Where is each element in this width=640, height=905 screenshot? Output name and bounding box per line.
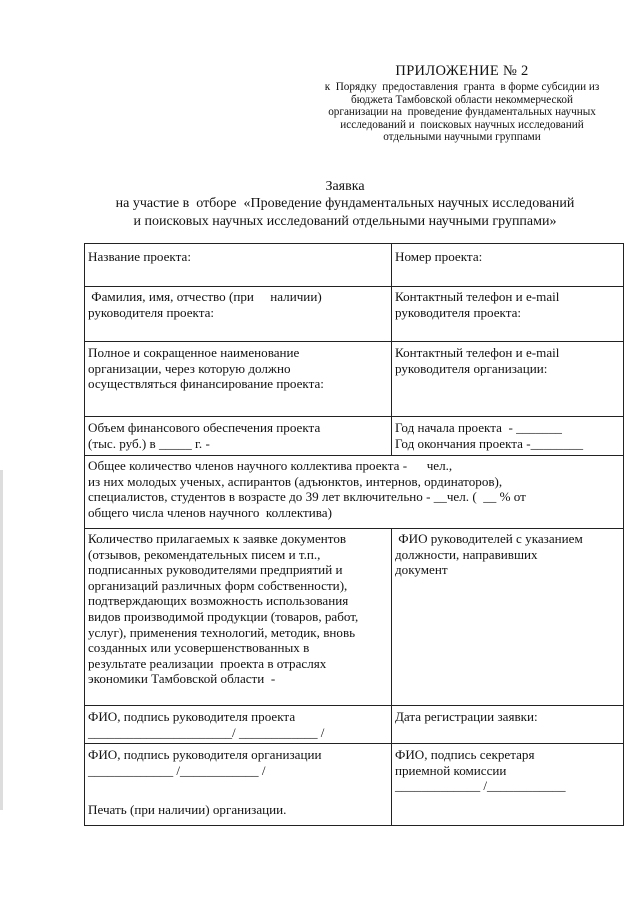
cell-line: руководителя проекта: (395, 304, 522, 320)
organization-signature-cell[interactable] (85, 744, 392, 826)
cell-line: Фамилия, имя, отчество (при наличии) (88, 289, 322, 304)
cell-line: Год начала проекта - _______ (395, 420, 562, 435)
stamp-note: Печать (при наличии) организации. (88, 802, 287, 818)
document-signers-cell[interactable] (392, 529, 624, 706)
cell-line: экономики Тамбовской области - (88, 671, 276, 687)
subtitle-line: на участие в отборе «Проведение фундаментальных научных исследований (115, 196, 575, 211)
cell-line: (тыс. руб.) в _____ г. - (88, 435, 210, 451)
cell-line: услуг), применения технологий, методик, вновь (88, 624, 356, 640)
secretary-signature-cell[interactable] (392, 744, 624, 826)
cell-line: организации, через которую должно (88, 360, 291, 376)
cell-line: документ (395, 562, 448, 578)
table-row (85, 529, 624, 706)
cell-line: Год окончания проекта -________ (395, 435, 583, 451)
cell-line: Контактный телефон и e-mail (395, 345, 560, 360)
leader-contact-cell[interactable] (392, 287, 624, 342)
application-title: Заявка (325, 179, 365, 194)
leader-signature-cell[interactable] (85, 706, 392, 744)
annex-line: организации на проведение фундаментальных научных (328, 106, 596, 119)
cell-line: ФИО, подпись секретаря (395, 747, 535, 762)
registration-date-cell[interactable] (392, 706, 624, 744)
table-row (85, 456, 624, 529)
cell-line: Название проекта: (88, 249, 191, 264)
application-heading (40, 178, 640, 231)
table-row (85, 706, 624, 744)
cell-line: ФИО, подпись руководителя организации (88, 747, 322, 762)
cell-line: Полное и сокращенное наименование (88, 345, 300, 360)
cell-line: общего числа членов научного коллектива) (88, 504, 332, 520)
scan-edge-shadow (0, 470, 3, 810)
annex-line: отдельными научными группами (383, 131, 541, 144)
cell-line: подтверждающих возможность использования (88, 593, 349, 609)
leader-name-cell[interactable] (85, 287, 392, 342)
cell-line: созданных или усовершенствованных в (88, 640, 310, 656)
cell-line: (отзывов, рекомендательных писем и т.п., (88, 546, 321, 562)
signature-line: _____________ /____________ (395, 778, 566, 794)
cell-line: осуществляться финансирование проекта: (88, 376, 324, 392)
annex-block (296, 63, 628, 144)
annex-line: бюджета Тамбовской области некоммерческой (351, 93, 573, 106)
table-row (85, 342, 624, 417)
cell-line: Номер проекта: (395, 249, 483, 264)
cell-line: ФИО, подпись руководителя проекта (88, 709, 296, 724)
cell-line: Дата регистрации заявки: (395, 709, 538, 724)
cell-line: руководителя проекта: (88, 304, 215, 320)
cell-line: Количество прилагаемых к заявке документов (88, 531, 347, 546)
cell-line: ФИО руководителей с указанием (395, 531, 583, 546)
cell-line: приемной комиссии (395, 762, 507, 778)
subtitle-line: и поисковых научных исследований отдельными научными группами» (133, 214, 557, 229)
documents-count-cell[interactable] (85, 529, 392, 706)
cell-line: Объем финансового обеспечения проекта (88, 420, 321, 435)
table-row (85, 287, 624, 342)
signature-line: _____________ /____________ / (88, 762, 266, 778)
cell-line: из них молодых ученых, аспирантов (адъюнктов, интернов, ординаторов), (88, 473, 503, 489)
table-row (85, 417, 624, 456)
cell-line: результате реализации проекта в отраслях (88, 655, 327, 671)
application-subtitle (40, 195, 640, 231)
annex-line: к Порядку предоставления гранта в форме субсидии из (324, 81, 600, 93)
organization-contact-cell[interactable] (392, 342, 624, 417)
cell-line: видов производимой продукции (товаров, работ, (88, 608, 359, 624)
annex-title: ПРИЛОЖЕНИЕ № 2 (395, 63, 529, 79)
cell-line: руководителя организации: (395, 360, 548, 376)
project-years-cell[interactable] (392, 417, 624, 456)
project-name-cell[interactable] (85, 244, 392, 287)
signature-line: ______________________/ ____________ / (88, 724, 325, 740)
cell-line: подписанных руководителями предприятий и (88, 562, 343, 578)
annex-line: исследований и поисковых научных исследований (340, 118, 584, 131)
annex-text (296, 81, 628, 144)
cell-line: должности, направивших (395, 546, 538, 562)
cell-line: Общее количество членов научного коллектива проекта - чел., (88, 458, 453, 473)
cell-line: специалистов, студентов в возрасте до 39 лет включительно - __чел. ( __ % от (88, 489, 526, 505)
organization-name-cell[interactable] (85, 342, 392, 417)
table-row (85, 744, 624, 826)
application-form-table (84, 243, 624, 826)
cell-line: организаций различных форм собственности), (88, 577, 348, 593)
team-composition-cell[interactable] (85, 456, 624, 529)
funding-cell[interactable] (85, 417, 392, 456)
table-row (85, 244, 624, 287)
project-number-cell[interactable] (392, 244, 624, 287)
cell-line: Контактный телефон и e-mail (395, 289, 560, 304)
